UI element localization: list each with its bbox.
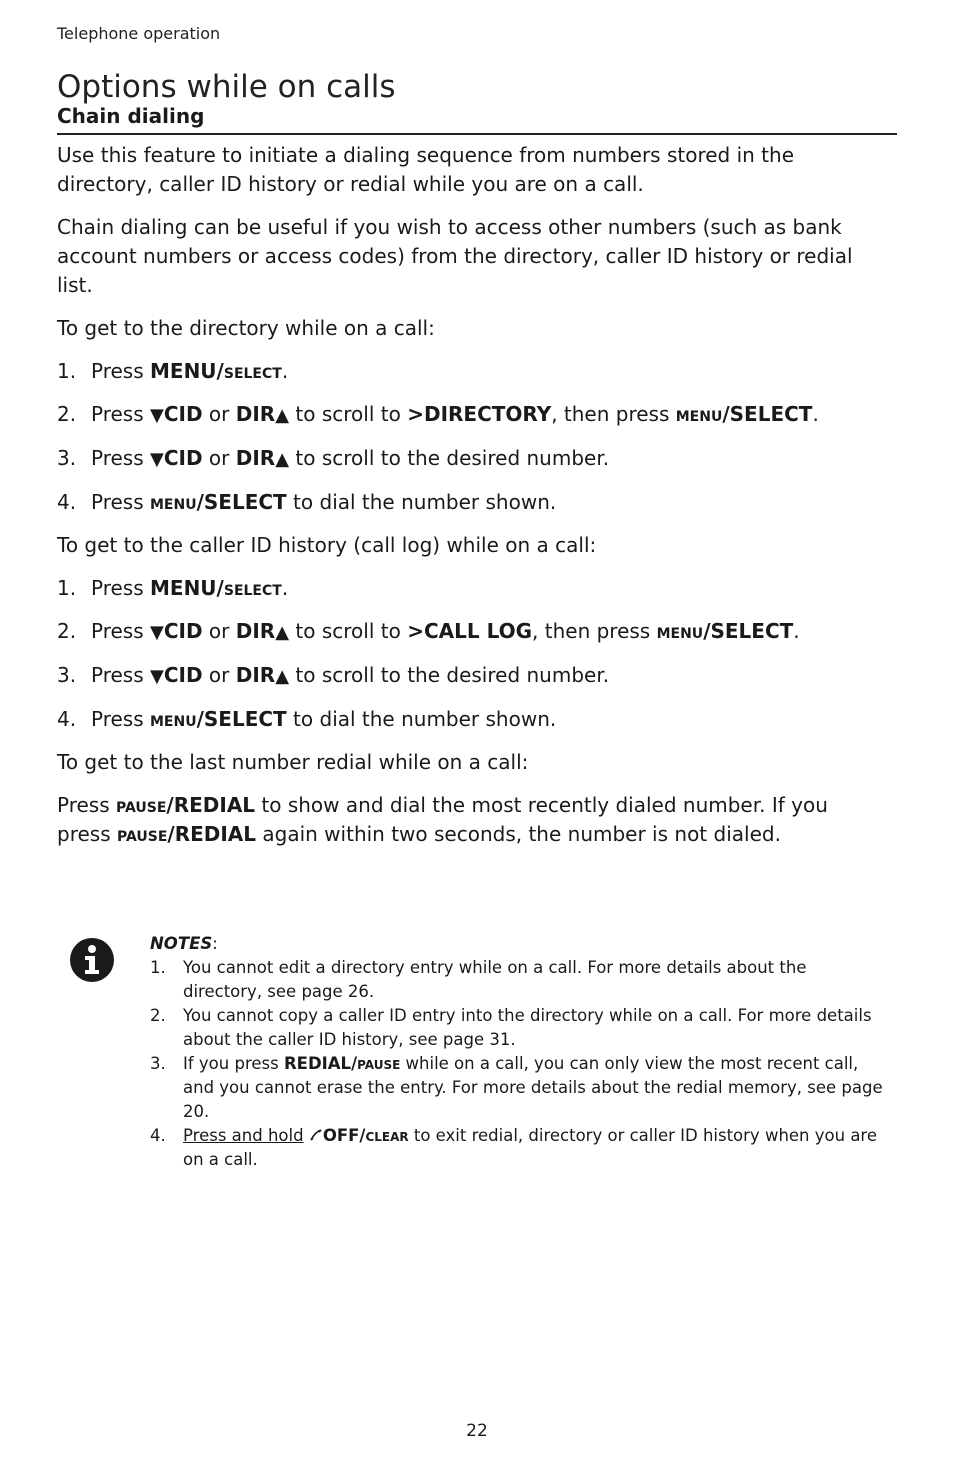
list-item: 2. You cannot copy a caller ID entry into the directory while on a call. For more details about the caller ID history, see page 31. <box>150 1006 872 1049</box>
down-arrow-icon: ▼ <box>150 449 164 470</box>
subheading: Chain dialing <box>57 104 897 135</box>
notes-title: NOTES: <box>150 934 218 953</box>
up-arrow-icon: ▲ <box>275 449 290 470</box>
down-arrow-icon: ▼ <box>150 405 164 426</box>
up-arrow-icon: ▲ <box>275 405 290 426</box>
page-number: 22 <box>466 1421 488 1441</box>
list-item: 3. Press ▼CID or DIR▲ to scroll to the desired number. <box>57 446 610 470</box>
list-item: 1. Press MENU/select. <box>57 576 289 600</box>
list-item: 2. Press ▼CID or DIR▲ to scroll to >DIRECTORY, then press menu/SELECT. <box>57 402 819 426</box>
body-text <box>57 141 887 863</box>
notes-list <box>150 956 890 1172</box>
phone-off-icon <box>309 1128 323 1142</box>
calllog-lead: To get to the caller ID history (call log) while on a call: <box>57 533 597 557</box>
redial-paragraph: Press pause/REDIAL to show and dial the most recently dialed number. If you press pause/REDIAL again within two seconds, the number is not dialed. <box>57 793 828 846</box>
press-and-hold-link[interactable]: Press and hold <box>183 1126 304 1145</box>
list-item: 4. Press and hold OFF/clear to exit redial, directory or caller ID history when you are on a call. <box>150 1126 877 1169</box>
info-icon <box>68 936 116 984</box>
calllog-steps <box>57 574 887 734</box>
list-item: 4. Press menu/SELECT to dial the number shown. <box>57 707 557 731</box>
directory-steps <box>57 357 887 517</box>
list-item: 1. You cannot edit a directory entry while on a call. For more details about the directory, see page 26. <box>150 958 807 1001</box>
list-item: 3. If you press REDIAL/pause while on a call, you can only view the most recent call, and you cannot erase the entry. For more details about the redial memory, see page 20. <box>150 1054 883 1121</box>
page-title: Options while on calls <box>57 68 396 105</box>
list-item: 4. Press menu/SELECT to dial the number shown. <box>57 490 557 514</box>
up-arrow-icon: ▲ <box>275 622 290 643</box>
directory-lead: To get to the directory while on a call: <box>57 316 435 340</box>
list-item: 1. Press MENU/select. <box>57 359 289 383</box>
redial-lead: To get to the last number redial while on a call: <box>57 750 529 774</box>
notes-box <box>150 932 890 1172</box>
list-item: 3. Press ▼CID or DIR▲ to scroll to the desired number. <box>57 663 610 687</box>
intro-paragraph-2: Chain dialing can be useful if you wish to access other numbers (such as bank account numbers or access codes) from the directory, caller ID history or redial list. <box>57 215 853 297</box>
up-arrow-icon: ▲ <box>275 666 290 687</box>
intro-paragraph-1: Use this feature to initiate a dialing sequence from numbers stored in the directory, caller ID history or redial while you are on a call. <box>57 143 795 196</box>
down-arrow-icon: ▼ <box>150 666 164 687</box>
section-label: Telephone operation <box>57 24 221 43</box>
down-arrow-icon: ▼ <box>150 622 164 643</box>
list-item: 2. Press ▼CID or DIR▲ to scroll to >CALL LOG, then press menu/SELECT. <box>57 619 800 643</box>
